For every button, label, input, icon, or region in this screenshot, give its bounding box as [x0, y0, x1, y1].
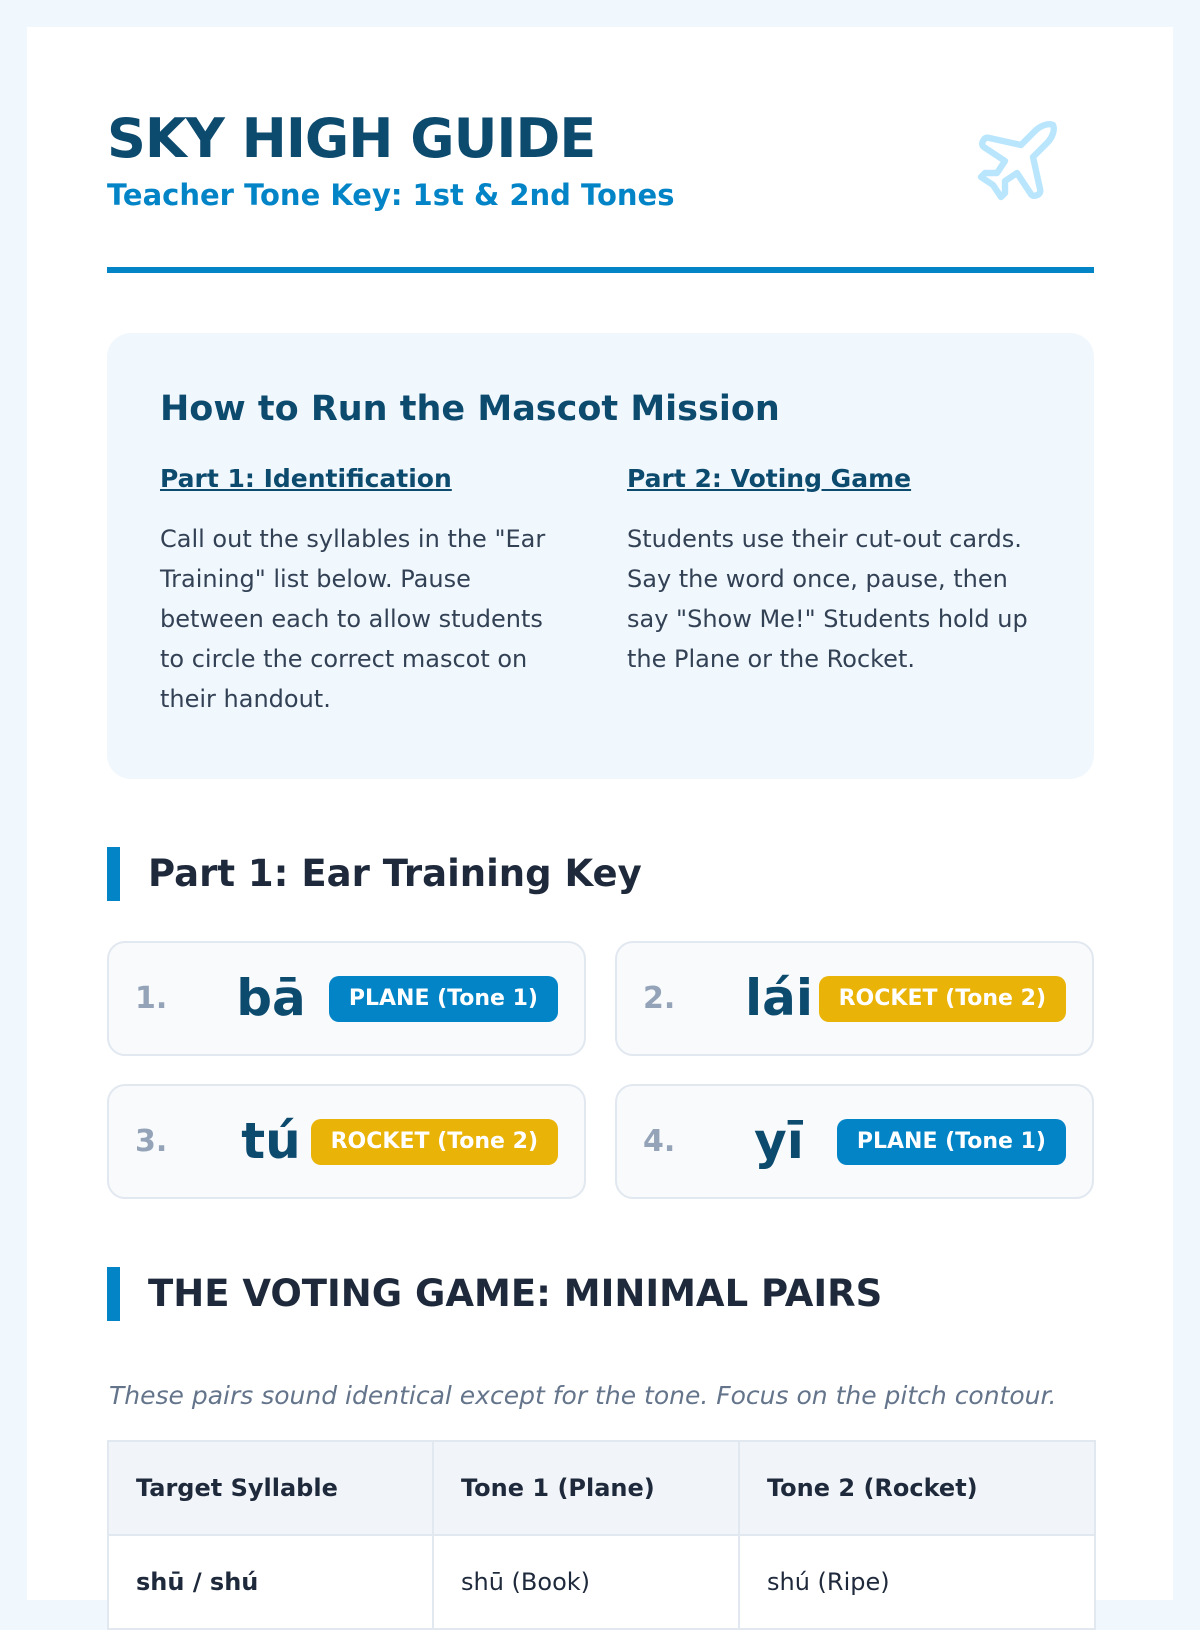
table-row — [108, 1535, 1095, 1629]
instructions-part-1-heading: Part 1: Identification — [160, 464, 452, 493]
ear-training-heading — [107, 847, 1094, 901]
cell-tone-2: shú (Ripe) — [739, 1535, 1095, 1629]
card-number: 4. — [643, 1124, 676, 1159]
instructions-part-1-text: Call out the syllables in the "Ear Training" list below. Pause between each to allow students to circle the correct mascot on their handout. — [160, 525, 546, 713]
card-syllable: bā — [236, 969, 306, 1027]
instructions-part-2 — [627, 463, 1037, 679]
answer-badge: PLANE (Tone 1) — [329, 976, 558, 1022]
ear-training-card — [615, 1084, 1094, 1199]
ear-training-heading-text: Part 1: Ear Training Key — [148, 852, 642, 895]
column-header-tone-1: Tone 1 (Plane) — [433, 1441, 739, 1535]
page-title: SKY HIGH GUIDE — [107, 107, 596, 170]
page-subtitle: Teacher Tone Key: 1st & 2nd Tones — [107, 178, 675, 212]
minimal-pairs-table — [107, 1440, 1096, 1630]
voting-game-note: These pairs sound identical except for the tone. Focus on the pitch contour. — [109, 1381, 1057, 1410]
table-header-row — [108, 1441, 1095, 1535]
column-header-target: Target Syllable — [108, 1441, 433, 1535]
card-syllable: yī — [754, 1112, 804, 1170]
cell-tone-1: shū (Book) — [433, 1535, 739, 1629]
answer-badge: ROCKET (Tone 2) — [311, 1119, 558, 1165]
airplane-icon — [969, 113, 1065, 209]
ear-training-card — [615, 941, 1094, 1056]
guide-header — [107, 27, 1094, 273]
instructions-box — [107, 333, 1094, 779]
voting-game-heading — [107, 1267, 1094, 1321]
ear-training-card — [107, 941, 586, 1056]
card-number: 2. — [643, 981, 676, 1016]
instructions-part-1 — [160, 463, 570, 719]
ear-training-card — [107, 1084, 586, 1199]
column-header-tone-2: Tone 2 (Rocket) — [739, 1441, 1095, 1535]
instructions-part-2-heading: Part 2: Voting Game — [627, 464, 912, 493]
card-number: 3. — [135, 1124, 168, 1159]
card-number: 1. — [135, 981, 168, 1016]
instructions-title: How to Run the Mascot Mission — [160, 389, 780, 429]
card-syllable: tú — [241, 1112, 301, 1170]
instructions-part-2-text: Students use their cut-out cards. Say the word once, pause, then say "Show Me!" Students hold up the Plane or the Rocket. — [627, 525, 1028, 673]
cell-target-syllable: shū / shú — [108, 1535, 433, 1629]
card-syllable: lái — [744, 969, 814, 1027]
guide-sheet — [27, 27, 1173, 1600]
answer-badge: PLANE (Tone 1) — [837, 1119, 1066, 1165]
voting-game-heading-text: THE VOTING GAME: MINIMAL PAIRS — [148, 1272, 883, 1315]
answer-badge: ROCKET (Tone 2) — [819, 976, 1066, 1022]
